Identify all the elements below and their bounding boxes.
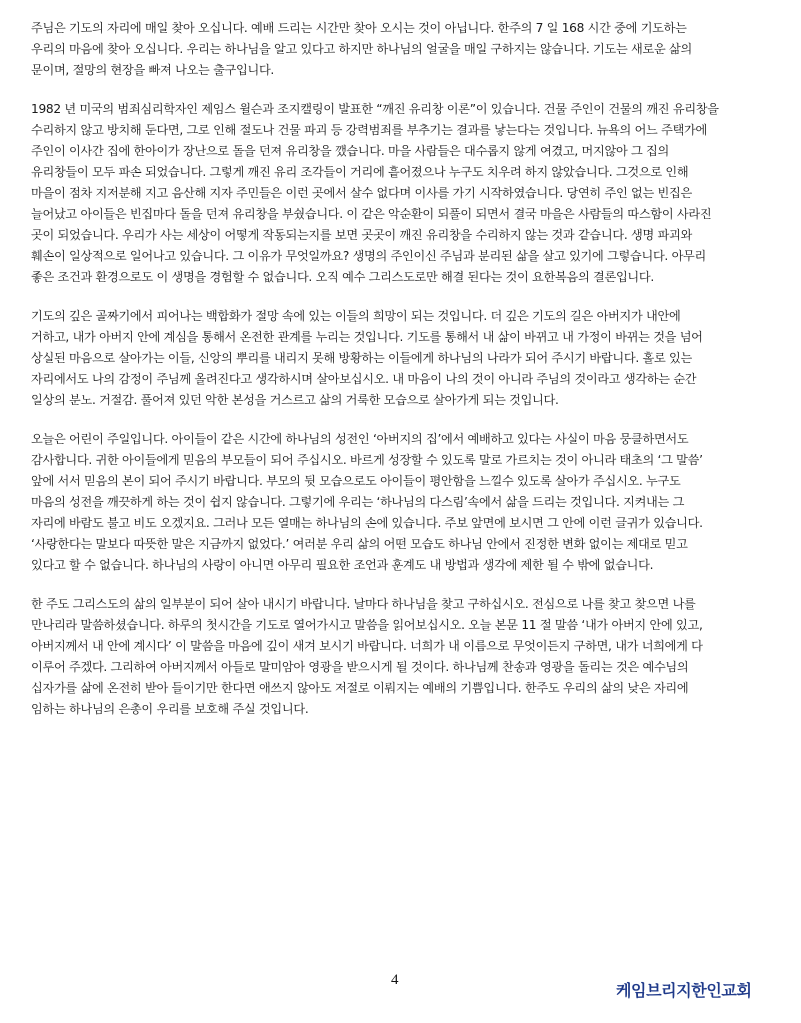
text-line: 훼손이 일상적으로 일어나고 있습니다. 그 이유가 무엇일까요? 생명의 주인이신 주님과 분리된 삶을 살고 있기에 그렇습니다. 아무리 bbox=[31, 249, 707, 263]
text-line: 있다고 할 수 없습니다. 하나님의 사랑이 아니면 아무리 필요한 조언과 훈계도 내 방법과 생각에 제한 될 수 밖에 없습니다. bbox=[31, 558, 654, 572]
text-line: 늘어났고 아이들은 빈집마다 돌을 던져 유리창을 부쉈습니다. 이 같은 악순환이 되풀이 되면서 결국 마을은 사람들의 따스함이 사라진 bbox=[31, 207, 712, 221]
text-line: 1982 년 미국의 범죄심리학자인 제임스 윌슨과 조지캘링이 발표한 “깨진 유리창 이론”이 있습니다. 건물 주인이 건물의 깨진 유리창을 bbox=[31, 102, 719, 116]
paragraph bbox=[31, 429, 776, 576]
text-line: 주인이 이사간 집에 한아이가 장난으로 돌을 던져 유리창을 깼습니다. 마을 사람들은 대수롭지 않게 여겼고, 머지않아 그 집의 bbox=[31, 144, 669, 158]
text-line: 오늘은 어린이 주일입니다. 아이들이 같은 시간에 하나님의 성전인 ‘아버지의 집’에서 예배하고 있다는 사실이 마음 뭉클하면서도 bbox=[31, 432, 689, 446]
paragraph bbox=[31, 306, 776, 411]
church-name: 케임브리지한인교회 bbox=[616, 981, 752, 1000]
text-line: 기도의 깊은 골짜기에서 피어나는 백합화가 절망 속에 있는 이들의 희망이 되는 것입니다. 더 깊은 기도의 길은 아버지가 내안에 bbox=[31, 309, 681, 323]
text-line: 곳이 되었습니다. 우리가 사는 세상이 어떻게 작동되는지를 보면 곳곳이 깨진 유리창을 수리하지 않는 것과 같습니다. 생명 파괴와 bbox=[31, 228, 692, 242]
text-line: 유리창들이 모두 파손 되었습니다. 그렇게 깨진 유리 조각들이 거리에 흩어졌으나 누구도 치우려 하지 않았습니다. 그것으로 인해 bbox=[31, 165, 689, 179]
text-line: 앞에 서서 믿음의 본이 되어 주시기 바랍니다. 부모의 뒷 모습으로도 아이들이 평안함을 느낄수 있도록 살아가 주십시오. 누구도 bbox=[31, 474, 681, 488]
text-line: 만나리라 말씀하셨습니다. 하루의 첫시간을 기도로 열어가시고 말씀을 읽어보십시오. 오늘 본문 11 절 말씀 ‘내가 아버지 안에 있고, bbox=[31, 618, 703, 632]
text-line: 수리하지 않고 방치해 둔다면, 그로 인해 절도나 건물 파괴 등 강력범죄를 부추기는 결과를 낳는다는 것입니다. 뉴욕의 어느 주택가에 bbox=[31, 123, 707, 137]
paragraph bbox=[31, 99, 776, 288]
text-line: 자리에서도 나의 감정이 주님께 올려진다고 생각하시며 살아보십시오. 내 마음이 나의 것이 아니라 주님의 것이라고 생각하는 순간 bbox=[31, 372, 697, 386]
page-number: 4 bbox=[391, 972, 399, 988]
text-line: 마을이 점차 지저분해 지고 음산해 지자 주민들은 이런 곳에서 살수 없다며 이사를 가기 시작하였습니다. 당연히 주인 없는 빈집은 bbox=[31, 186, 692, 200]
text-line: 일상의 분노. 거절감. 풀어져 있던 악한 본성을 거스르고 삶의 거룩한 모습으로 살아가게 되는 것입니다. bbox=[31, 393, 559, 407]
text-line: 좋은 조건과 환경으로도 이 생명을 경험할 수 없습니다. 오직 예수 그리스도로만 해결 된다는 것이 요한복음의 결론입니다. bbox=[31, 270, 654, 284]
text-line: 우리의 마음에 찾아 오십니다. 우리는 하나님을 알고 있다고 하지만 하나님의 얼굴을 매일 구하지는 않습니다. 기도는 새로운 삶의 bbox=[31, 42, 692, 56]
text-line: 주님은 기도의 자리에 매일 찾아 오십니다. 예배 드리는 시간만 찾아 오시는 것이 아닙니다. 한주의 7 일 168 시간 중에 기도하는 bbox=[31, 21, 687, 35]
paragraph bbox=[31, 594, 776, 720]
text-line: ‘사랑한다는 말보다 따뜻한 말은 지금까지 없었다.’ 여러분 우리 삶의 어떤 모습도 하나님 안에서 진정한 변화 없이는 제대로 믿고 bbox=[31, 537, 688, 551]
text-line: 자리에 바람도 불고 비도 오겠지요. 그러나 모든 열매는 하나님의 손에 있습니다. 주보 앞면에 보시면 그 안에 이런 글귀가 있습니다. bbox=[31, 516, 703, 530]
text-line: 십자가를 삶에 온전히 받아 들이기만 한다면 애쓰지 않아도 저절로 이뤄지는 예배의 기쁨입니다. 한주도 우리의 삶의 낮은 자리에 bbox=[31, 681, 689, 695]
paragraph bbox=[31, 18, 776, 81]
text-line: 마음의 성전을 깨끗하게 하는 것이 쉽지 않습니다. 그렇기에 우리는 ‘하나님의 다스림’속에서 삶을 드리는 것입니다. 지켜내는 그 bbox=[31, 495, 685, 509]
text-line: 임하는 하나님의 은총이 우리를 보호해 주실 것입니다. bbox=[31, 702, 309, 716]
text-line: 상실된 마음으로 살아가는 이들, 신앙의 뿌리를 내리지 못해 방황하는 이들에게 하나님의 나라가 되어 주시기 바랍니다. 홀로 있는 bbox=[31, 351, 692, 365]
sermon-body bbox=[31, 18, 776, 738]
text-line: 문이며, 절망의 현장을 빠져 나오는 출구입니다. bbox=[31, 63, 275, 77]
text-line: 아버지께서 내 안에 계시다’ 이 말씀을 마음에 깊이 새겨 보시기 바랍니다. 너희가 내 이름으로 무엇이든지 구하면, 내가 너희에게 다 bbox=[31, 639, 703, 653]
text-line: 이루어 주겠다. 그리하여 아버지께서 아들로 말미암아 영광을 받으시게 될 것이다. 하나님께 찬송과 영광을 돌리는 것은 예수님의 bbox=[31, 660, 689, 674]
text-line: 감사합니다. 귀한 아이들에게 믿음의 부모들이 되어 주십시오. 바르게 성장할 수 있도록 말로 가르치는 것이 아니라 태초의 ‘그 말씀’ bbox=[31, 453, 703, 467]
text-line: 거하고, 내가 아버지 안에 계심을 통해서 온전한 관계를 누리는 것입니다. 기도를 통해서 내 삶이 바뀌고 내 가정이 바뀌는 것을 넘어 bbox=[31, 330, 703, 344]
text-line: 한 주도 그리스도의 삶의 일부분이 되어 살아 내시기 바랍니다. 날마다 하나님을 찾고 구하십시오. 전심으로 나를 찾고 찾으면 나를 bbox=[31, 597, 696, 611]
